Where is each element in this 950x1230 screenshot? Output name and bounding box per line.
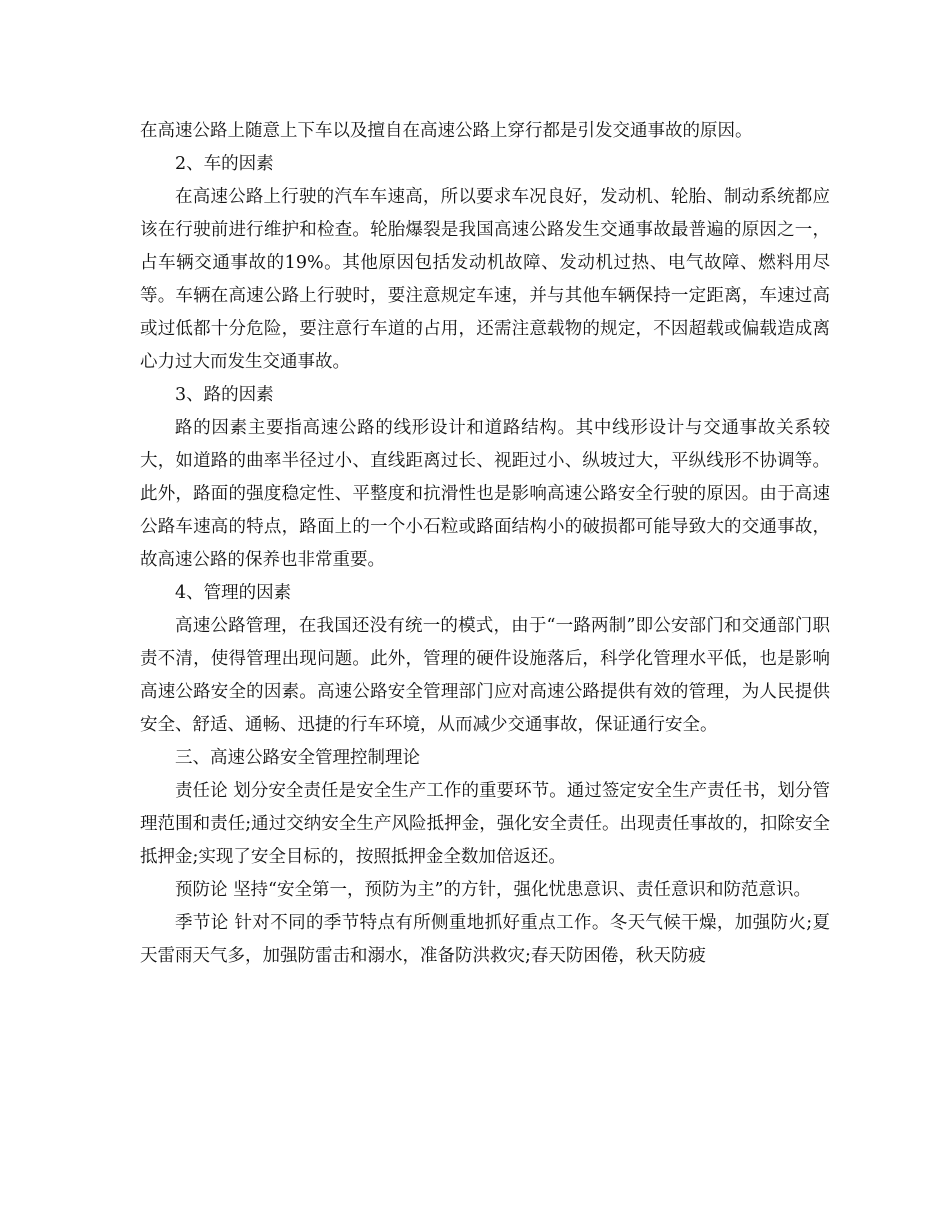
paragraph-management-factors: 高速公路管理，在我国还没有统一的模式，由于“一路两制”即公安部门和交通部门职责不清，使得管理出现问题。此外，管理的硬件设施落后，科学化管理水平低，也是影响高速公路安全的因素。高速公路安全管理部门应对高速公路提供有效的管理，为人民提供安全、舒适、通畅、迅捷的行车环境，从而减少交通事故，保证通行安全。 bbox=[140, 616, 830, 735]
heading-management-factors: 4、管理的因素 bbox=[175, 583, 292, 603]
paragraph-responsibility-theory: 责任论 划分安全责任是安全生产工作的重要环节。通过签定安全生产责任书，划分管理范围和责任;通过交纳安全生产风险抵押金，强化安全责任。出现责任事故的，扣除安全抵押金;实现了安全目标的，按照抵押金全数加倍返还。 bbox=[140, 781, 830, 867]
paragraph-intro-continuation: 在高速公路上随意上下车以及擅自在高速公路上穿行都是引发交通事故的原因。 bbox=[140, 121, 753, 141]
document-body bbox=[140, 115, 830, 973]
paragraph-seasonal-theory: 季节论 针对不同的季节特点有所侧重地抓好重点工作。冬天气候干燥，加强防火;夏天雷雨天气多，加强防雷击和溺水，准备防洪救灾;春天防困倦，秋天防疲 bbox=[140, 913, 830, 966]
heading-vehicle-factors: 2、车的因素 bbox=[175, 154, 274, 174]
heading-control-theory: 三、高速公路安全管理控制理论 bbox=[175, 748, 420, 768]
paragraph-prevention-theory: 预防论 坚持“安全第一，预防为主”的方针，强化忧患意识、责任意识和防范意识。 bbox=[175, 880, 811, 900]
paragraph-road-factors: 路的因素主要指高速公路的线形设计和道路结构。其中线形设计与交通事故关系较大，如道路的曲率半径过小、直线距离过长、视距过小、纵坡过大，平纵线形不协调等。此外，路面的强度稳定性、平整度和抗滑性也是影响高速公路安全行驶的原因。由于高速公路车速高的特点，路面上的一个小石粒或路面结构小的破损都可能导致大的交通事故，故高速公路的保养也非常重要。 bbox=[140, 418, 830, 570]
paragraph-vehicle-factors: 在高速公路上行驶的汽车车速高，所以要求车况良好，发动机、轮胎、制动系统都应该在行驶前进行维护和检查。轮胎爆裂是我国高速公路发生交通事故最普遍的原因之一，占车辆交通事故的19%。其他原因包括发动机故障、发动机过热、电气故障、燃料用尽等。车辆在高速公路上行驶时，要注意规定车速，并与其他车辆保持一定距离，车速过高或过低都十分危险，要注意行车道的占用，还需注意载物的规定，不因超载或偏载造成离心力过大而发生交通事故。 bbox=[140, 187, 830, 372]
heading-road-factors: 3、路的因素 bbox=[175, 385, 274, 405]
